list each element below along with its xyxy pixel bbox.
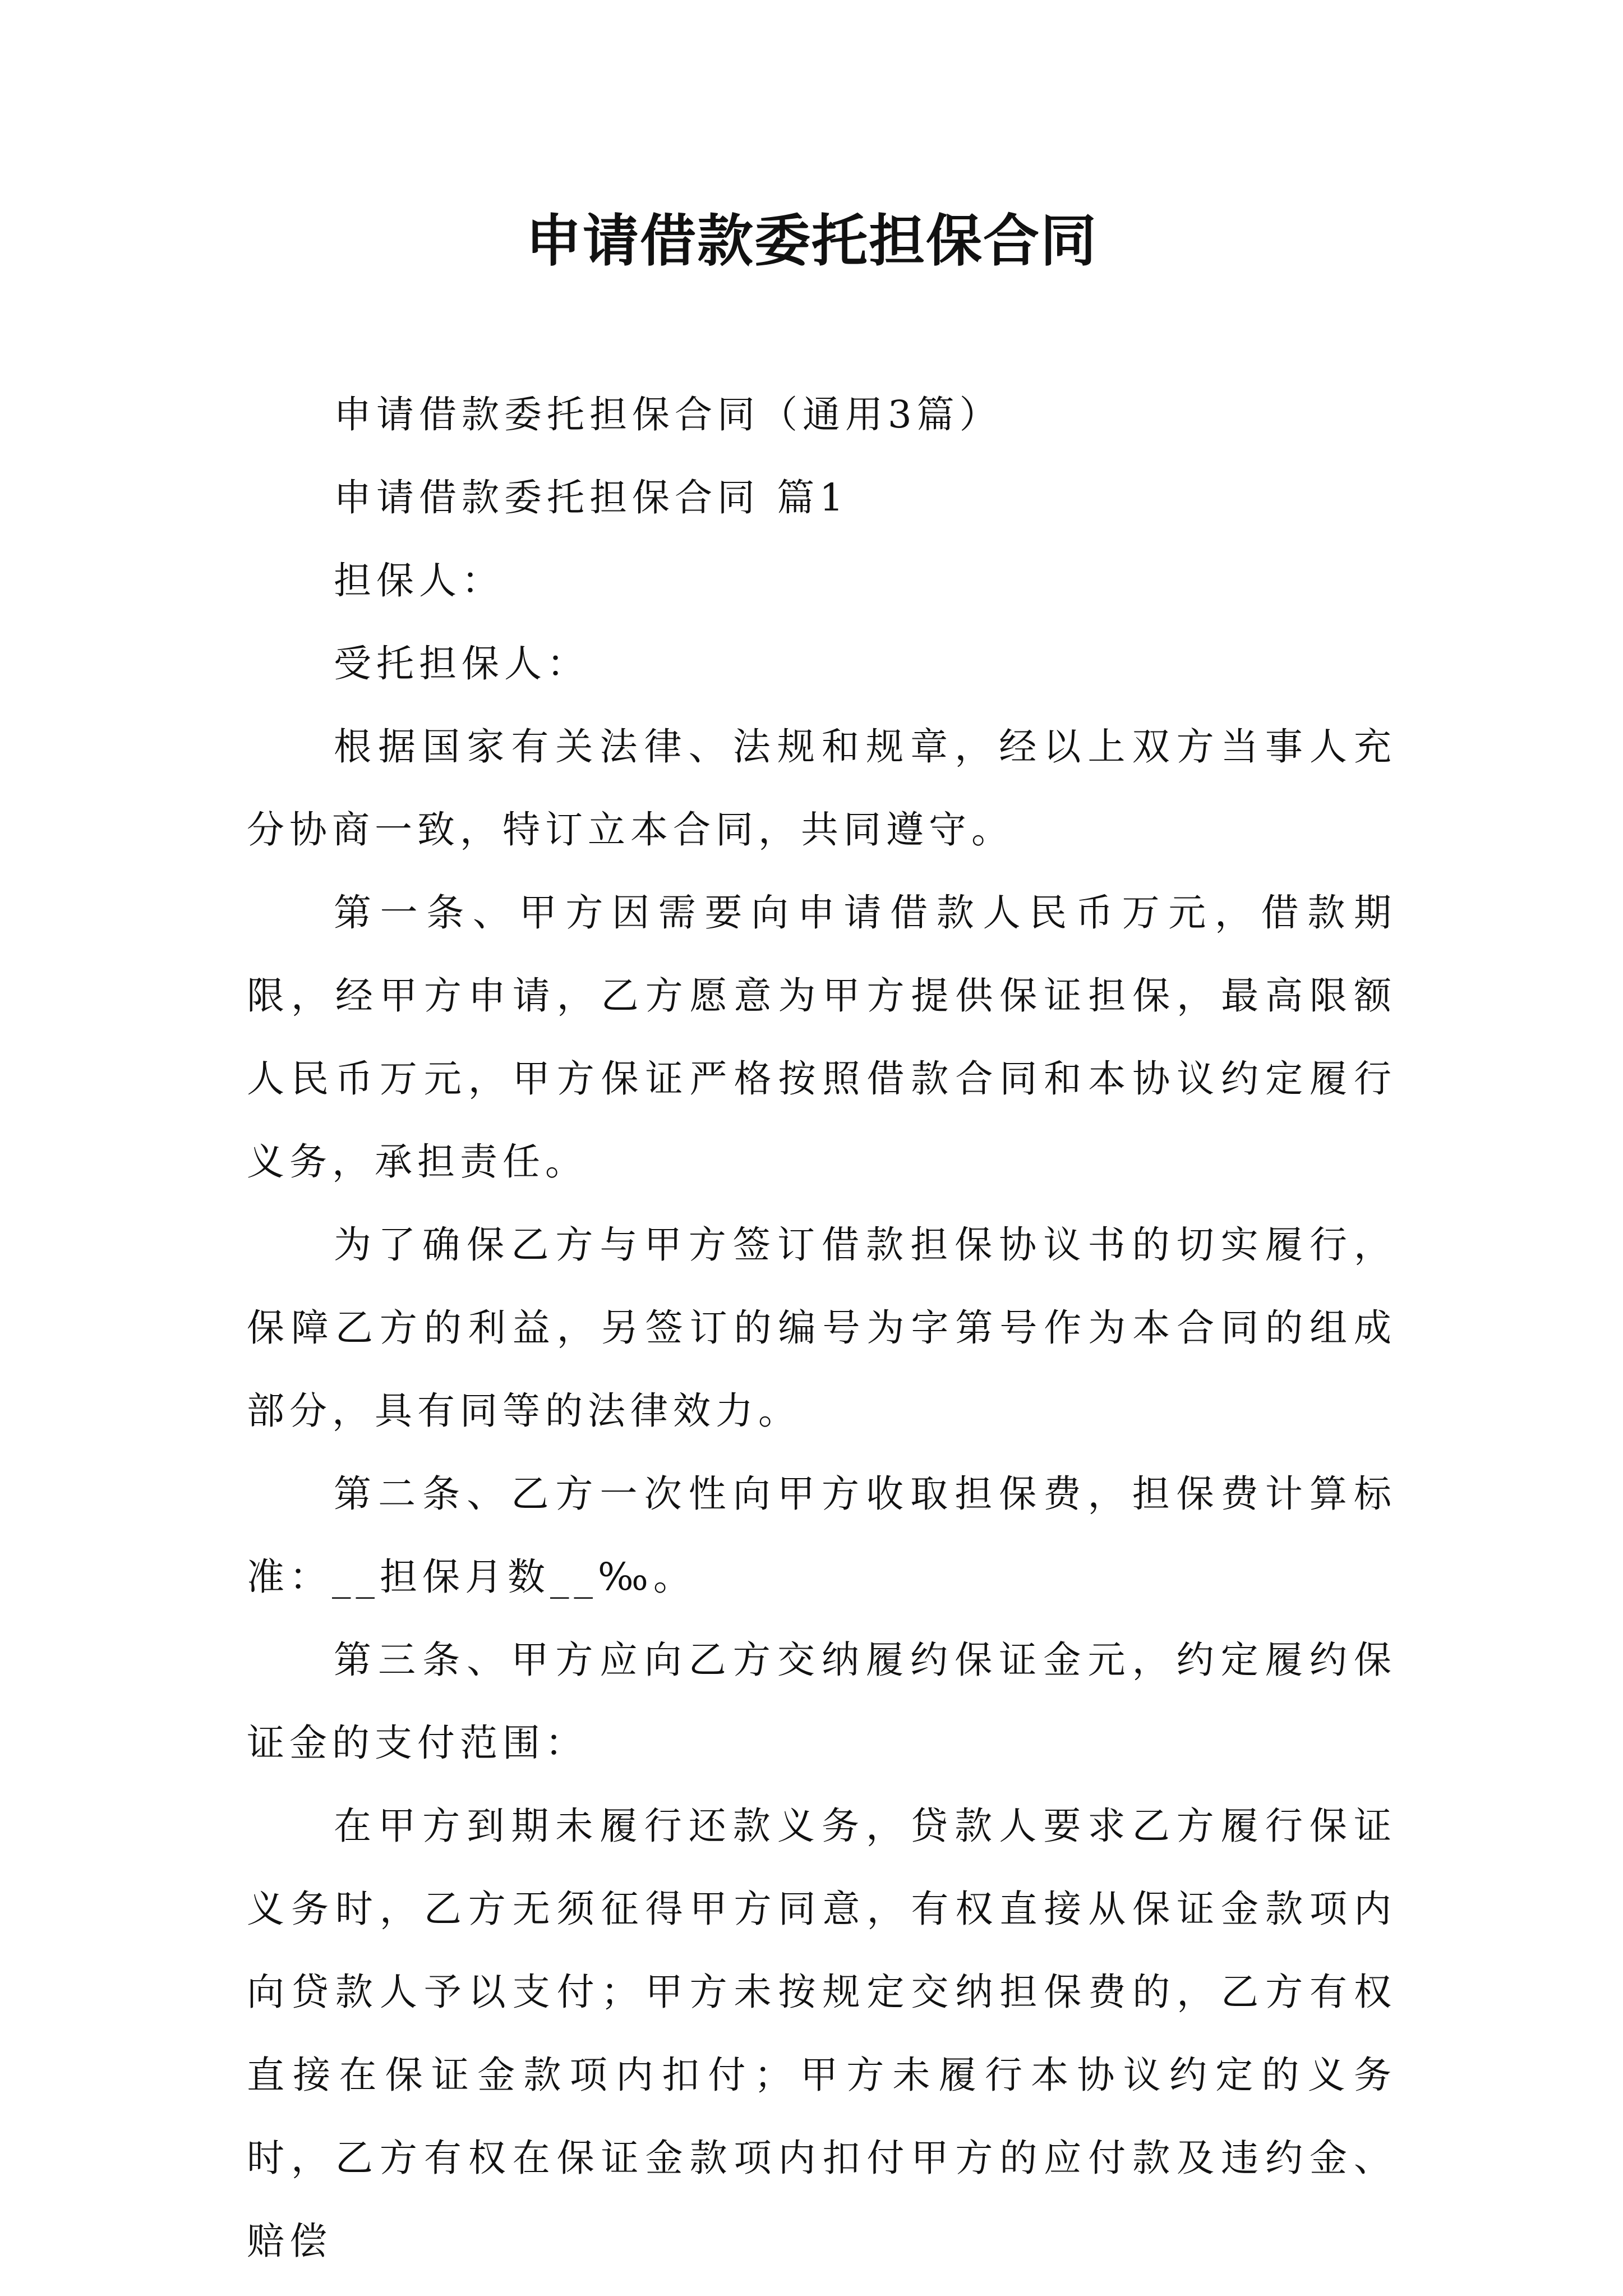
paragraph-article-2: 第二条、乙方一次性向甲方收取担保费，担保费计算标准：__担保月数__‰。 <box>247 1472 1396 1599</box>
paragraph-article-1: 第一条、甲方因需要向申请借款人民币万元，借款期限，经甲方申请，乙方愿意为甲方提供保证担保，最高限额人民币万元，甲方保证严格按照借款合同和本协议约定履行义务，承担责任。 <box>247 891 1396 1184</box>
paragraph-subtitle: 申请借款委托担保合同（通用3篇） <box>334 393 1002 436</box>
document-body <box>247 373 1396 2283</box>
document-title: 申请借款委托担保合同 <box>525 208 1098 274</box>
paragraph-entrusted-guarantor: 受托担保人： <box>334 642 589 685</box>
paragraph-guarantor: 担保人： <box>334 559 504 602</box>
paragraph-article-3: 第三条、甲方应向乙方交纳履约保证金元，约定履约保证金的支付范围： <box>247 1638 1396 1765</box>
paragraph-article-3-detail: 在甲方到期未履行还款义务，贷款人要求乙方履行保证义务时，乙方无须征得甲方同意，有权直接从保证金款项内向贷款人予以支付；甲方未按规定交纳担保费的，乙方有权直接在保证金款项内扣付；甲方未履行本协议约定的义务时，乙方有权在保证金款项内扣付甲方的应付款及违约金、赔偿 <box>247 1804 1396 2263</box>
paragraph-section-heading: 申请借款委托担保合同 篇1 <box>334 476 849 519</box>
paragraph-preamble: 根据国家有关法律、法规和规章，经以上双方当事人充分协商一致，特订立本合同，共同遵守。 <box>247 725 1396 852</box>
paragraph-article-1-supplement: 为了确保乙方与甲方签订借款担保协议书的切实履行，保障乙方的利益，另签订的编号为字第号作为本合同的组成部分，具有同等的法律效力。 <box>247 1223 1396 1433</box>
